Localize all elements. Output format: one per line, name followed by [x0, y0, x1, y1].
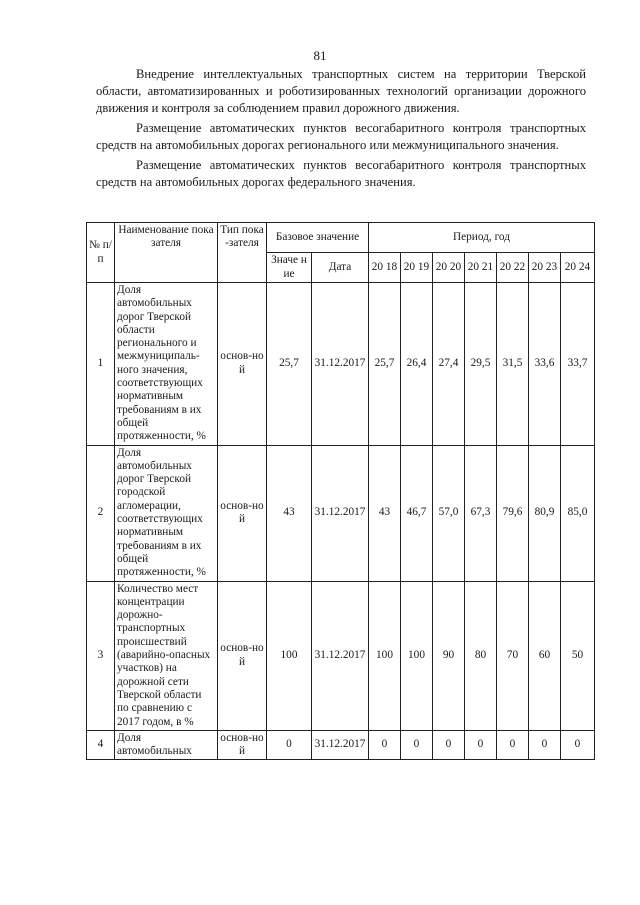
header-type: Тип пока-зателя [218, 223, 267, 283]
row-year-value: 0 [369, 730, 401, 760]
row-name: Доля автомобильных [115, 730, 218, 760]
header-year: 20 18 [369, 253, 401, 283]
row-year-value: 70 [497, 581, 529, 730]
row-year-value: 100 [369, 581, 401, 730]
row-num: 4 [87, 730, 115, 760]
row-year-value: 57,0 [433, 445, 465, 581]
header-base-value: Значе ние [267, 253, 312, 283]
row-year-value: 67,3 [465, 445, 497, 581]
row-year-value: 33,7 [561, 283, 595, 446]
row-base-date: 31.12.2017 [312, 730, 369, 760]
header-year: 20 22 [497, 253, 529, 283]
row-num: 3 [87, 581, 115, 730]
row-num: 2 [87, 445, 115, 581]
row-year-value: 25,7 [369, 283, 401, 446]
row-name: Доля автомобильных дорог Тверской городской агломерации, соответствующих нормативным требованиям в их общей протяженности, % [115, 445, 218, 581]
row-year-value: 80 [465, 581, 497, 730]
table-row [87, 581, 595, 730]
row-base-value: 25,7 [267, 283, 312, 446]
row-year-value: 0 [529, 730, 561, 760]
row-year-value: 31,5 [497, 283, 529, 446]
row-year-value: 0 [465, 730, 497, 760]
row-base-date: 31.12.2017 [312, 581, 369, 730]
row-year-value: 43 [369, 445, 401, 581]
row-year-value: 90 [433, 581, 465, 730]
header-year: 20 21 [465, 253, 497, 283]
row-year-value: 80,9 [529, 445, 561, 581]
table-row [87, 730, 595, 760]
header-year: 20 24 [561, 253, 595, 283]
row-base-value: 43 [267, 445, 312, 581]
row-year-value: 0 [497, 730, 529, 760]
row-year-value: 27,4 [433, 283, 465, 446]
row-type: основ-ной [218, 445, 267, 581]
row-num: 1 [87, 283, 115, 446]
row-year-value: 50 [561, 581, 595, 730]
table-row [87, 283, 595, 446]
header-base: Базовое значение [267, 223, 369, 253]
table-row [87, 445, 595, 581]
row-year-value: 0 [433, 730, 465, 760]
header-base-date: Дата [312, 253, 369, 283]
row-year-value: 100 [401, 581, 433, 730]
row-base-value: 100 [267, 581, 312, 730]
row-year-value: 46,7 [401, 445, 433, 581]
row-year-value: 0 [561, 730, 595, 760]
header-name: Наименование показателя [115, 223, 218, 283]
row-year-value: 26,4 [401, 283, 433, 446]
header-period: Период, год [369, 223, 595, 253]
row-year-value: 33,6 [529, 283, 561, 446]
header-num: № п/п [87, 223, 115, 283]
row-year-value: 0 [401, 730, 433, 760]
paragraph: Внедрение интеллектуальных транспортных систем на территории Тверской области, автоматизированных и роботизированных технологий организации дорожного движения и контроля за соблюдением правил дорожного движения. [96, 67, 586, 115]
page-number: 81 [313, 48, 327, 63]
row-year-value: 60 [529, 581, 561, 730]
row-type: основ-ной [218, 283, 267, 446]
header-year: 20 23 [529, 253, 561, 283]
paragraph: Размещение автоматических пунктов весогабаритного контроля транспортных средств на автомобильных дорогах федерального значения. [96, 158, 586, 189]
row-name: Доля автомобильных дорог Тверской области регионального и межмуниципаль-ного значения, соответствующих нормативным требованиям в их общей протяженности, % [115, 283, 218, 446]
row-year-value: 85,0 [561, 445, 595, 581]
row-type: основ-ной [218, 730, 267, 760]
row-base-value: 0 [267, 730, 312, 760]
row-year-value: 29,5 [465, 283, 497, 446]
paragraph: Размещение автоматических пунктов весогабаритного контроля транспортных средств на автомобильных дорогах регионального или межмуниципального значения. [96, 121, 586, 152]
row-type: основ-ной [218, 581, 267, 730]
row-base-date: 31.12.2017 [312, 283, 369, 446]
row-name: Количество мест концентрации дорожно-транспортных происшествий (аварийно-опасных участков) на дорожной сети Тверской области по сравнению с 2017 годом, в % [115, 581, 218, 730]
intro-text [96, 66, 586, 194]
header-year: 20 19 [401, 253, 433, 283]
row-year-value: 79,6 [497, 445, 529, 581]
row-base-date: 31.12.2017 [312, 445, 369, 581]
header-year: 20 20 [433, 253, 465, 283]
indicators-table [86, 222, 595, 760]
